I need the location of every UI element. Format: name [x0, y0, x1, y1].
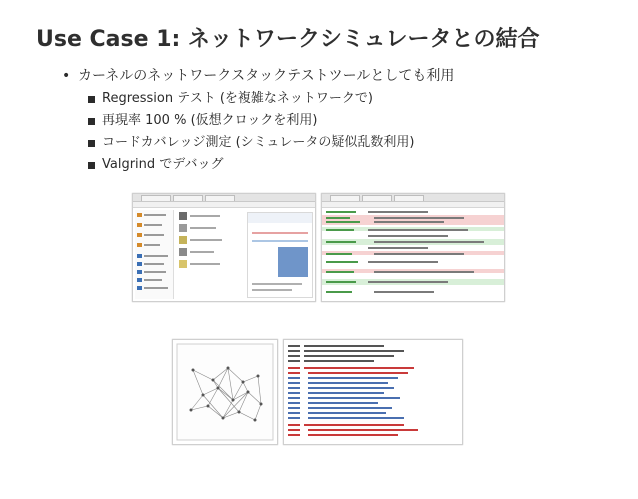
sub-bullet-valgrind: Valgrind でデバッグ: [62, 154, 454, 176]
sub-bullet-reproducibility: 再現率 100 % (仮想クロックを利用): [62, 110, 454, 132]
sub-bullet-regression: Regression テスト (を複雑なネットワークで): [62, 88, 454, 110]
browser-tabbar: [322, 194, 504, 202]
file-tree-icons: [135, 210, 173, 299]
screenshot-valgrind-log: [283, 339, 463, 445]
screenshot-coverage-browser: [321, 193, 505, 302]
screenshot-regression-browser: [132, 193, 316, 302]
bullet-main: • カーネルのネットワークスタックテストツールとしても利用: [62, 66, 454, 86]
browser-tabbar: [133, 194, 315, 202]
sub-bullet-list: [62, 88, 454, 176]
browser-urlbar: [322, 202, 504, 208]
network-graph: [173, 340, 277, 444]
coverage-diff-lines: [322, 209, 504, 301]
result-chart-panel: [247, 212, 313, 298]
slide-title: Use Case 1: ネットワークシミュレータとの結合: [36, 27, 540, 52]
sub-bullet-coverage: コードカバレッジ測定 (シミュレータの疑似乱数利用): [62, 132, 454, 154]
valgrind-log-lines: [284, 340, 462, 444]
browser-urlbar: [133, 202, 315, 208]
bullet-list: [62, 66, 454, 176]
screenshot-network-topology: [172, 339, 278, 445]
file-list-panel: [175, 210, 245, 299]
file-tree-panel: [135, 210, 174, 299]
result-chart: [248, 213, 312, 297]
file-list-icons: [175, 210, 245, 299]
